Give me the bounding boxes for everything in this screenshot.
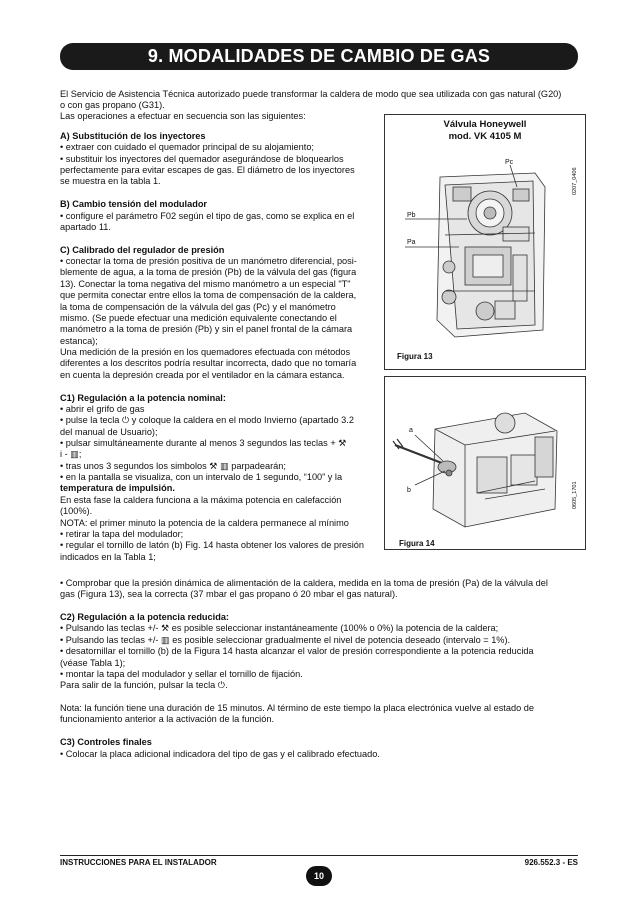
figure-13-code: 0207_0406 (572, 167, 578, 195)
text-line: indicados en la Tabla 1; (60, 551, 156, 562)
text-line: estanca); (60, 335, 98, 346)
text-line: Para salir de la función, pulsar la tecla ⏻. (60, 680, 228, 691)
text-line: • Pulsando las teclas +/- ▥ es posible seleccionar gradualmente el nivel de potencia deseado (intervalo = 1%). (60, 634, 511, 645)
text-line: B) Cambio tensión del modulador (60, 199, 208, 210)
section-title: 9. MODALIDADES DE CAMBIO DE GAS (147, 46, 491, 66)
text-line: • Pulsando las teclas +/- ⚒ es posible seleccionar instantáneamente (100% o 0%) la potencia de la caldera; (60, 623, 499, 634)
text-line: i - ▥; (60, 449, 82, 460)
intro-line: El Servicio de Asistencia Técnica autorizado puede transformar la caldera de modo que sea utilizada con gas natural (G20) (60, 89, 562, 99)
text-line: Una medición de la presión en los quemadores efectuada con métodos (60, 347, 351, 358)
text-line: • configure el parámetro F02 según el tipo de gas, como se explica en el (60, 210, 355, 221)
label-b: b (407, 487, 411, 494)
text-line: se muestra en la tabla 1. (60, 176, 161, 187)
text-line: • conectar la toma de presión positiva de un manómetro diferencial, posi- (60, 256, 357, 267)
intro-line: o con gas propano (G31). (60, 100, 165, 110)
text-line: mismo. (Se puede efectuar una medición equivalente conectando el (60, 312, 337, 323)
label-pc: Pc (505, 159, 514, 166)
figure-14-caption: Figura 14 (399, 539, 435, 548)
footer-divider (60, 855, 578, 856)
text-line: blemente de agua, a la toma de presión (Pb) de la válvula del gas (figura (60, 267, 357, 278)
text-line: la toma de compensación de la válvula del gas (Pc) y el manómetro (60, 301, 336, 312)
text-line: que permita conectar entre ellos la toma de compensación de la caldera, (60, 290, 357, 301)
text-line: C3) Controles finales (60, 737, 152, 748)
text-line: gas (Figura 13), sea la correcta (37 mbar el gas propano ó 20 mbar el gas natural). (60, 589, 398, 600)
text-line: • Colocar la placa adicional indicadora del tipo de gas y el calibrado efectuado. (60, 748, 380, 759)
label-pa: Pa (407, 239, 416, 246)
text-line: • pulse la tecla ⏻ y coloque la caldera en el modo Invierno (apartado 3.2 (60, 415, 354, 426)
text-line: C2) Regulación a la potencia reducida: (60, 612, 229, 623)
label-a: a (409, 427, 413, 434)
modulator-adjustment-drawing (385, 377, 585, 549)
figure-13-title-1: Válvula Honeywell (443, 119, 527, 130)
text-line: A) Substitución de los inyectores (60, 131, 206, 141)
text-line: apartado 11. (60, 221, 111, 232)
text-line: • Comprobar que la presión dinámica de alimentación de la caldera, medida en la toma de presión (Pa) de la válvula del (60, 578, 548, 588)
text-line: • retirar la tapa del modulador; (60, 528, 184, 539)
text-line: temperatura de impulsión. (60, 483, 175, 494)
text-line: • en la pantalla se visualiza, con un intervalo de 1 segundo, “100” y la (60, 472, 343, 483)
text-line: • substituir los inyectores del quemador asegurándose de bloquearlos (60, 153, 344, 164)
text-line: manómetro a la toma de presión (Pb) y sin el panel frontal de la cámara (60, 324, 353, 335)
text-line: NOTA: el primer minuto la potencia de la caldera permanece al mínimo (60, 517, 349, 528)
text-line: del manual de Usuario); (60, 426, 158, 437)
text-line: C) Calibrado del regulador de presión (60, 244, 225, 255)
figure-13-title-2: mod. VK 4105 M (448, 131, 522, 142)
text-line: • montar la tapa del modulador y sellar el tornillo de fijación. (60, 668, 303, 679)
text-line: • abrir el grifo de gas (60, 403, 145, 414)
text-line: • extraer con cuidado el quemador principal de su alojamiento; (60, 142, 314, 153)
intro-line: Las operaciones a efectuar en secuencia son las siguientes: (60, 111, 306, 121)
text-line: diferentes a los descritos podría resultar incorrecta, dado que no tomaría (60, 358, 357, 369)
figure-14-box (384, 376, 586, 550)
footer-right: 926.552.3 - ES (524, 858, 578, 867)
text-line: En esta fase la caldera funciona a la máxima potencia en calefacción (60, 494, 342, 505)
figure-13-box (384, 114, 586, 370)
footer-left: INSTRUCCIONES PARA EL INSTALADOR (60, 858, 217, 867)
text-line: • tras unos 3 segundos los simbolos ⚒ ▥ parpadearán; (60, 460, 286, 471)
label-pb: Pb (407, 212, 416, 219)
text-line: en cuenta la depresión creada por el ventilador en la cámara estanca. (60, 369, 345, 380)
text-line: Nota: la función tiene una duración de 15 minutos. Al término de este tiempo la placa electrónica vuelve al estado de (60, 703, 534, 714)
figure-13-caption: Figura 13 (397, 352, 433, 361)
text-line: • pulsar simultáneamente durante al menos 3 segundos las teclas + ⚒ (60, 437, 347, 448)
text-line: 13). Conectar la toma negativa del mismo manómetro a un especial "T" (60, 278, 351, 289)
figure-14-code: 0605_1701 (572, 481, 578, 509)
text-line: (véase Tabla 1); (60, 657, 126, 668)
text-line: • desatornillar el tornillo (b) de la Figura 14 hasta alcanzar el valor de presión correspondiente a la potencia reducida (60, 646, 534, 657)
text-line: (100%). (60, 506, 93, 517)
text-line: C1) Regulación a la potencia nominal: (60, 392, 226, 403)
section-title-bar (60, 43, 578, 70)
page-number: 10 (306, 866, 332, 886)
text-line: • regular el tornillo de latón (b) Fig. 14 hasta obtener los valores de presión (60, 540, 365, 551)
text-line: funcionamiento anterior a la activación de la función. (60, 714, 274, 725)
text-line: perfectamente para evitar escapes de gas. El diámetro de los inyectores (60, 165, 355, 176)
